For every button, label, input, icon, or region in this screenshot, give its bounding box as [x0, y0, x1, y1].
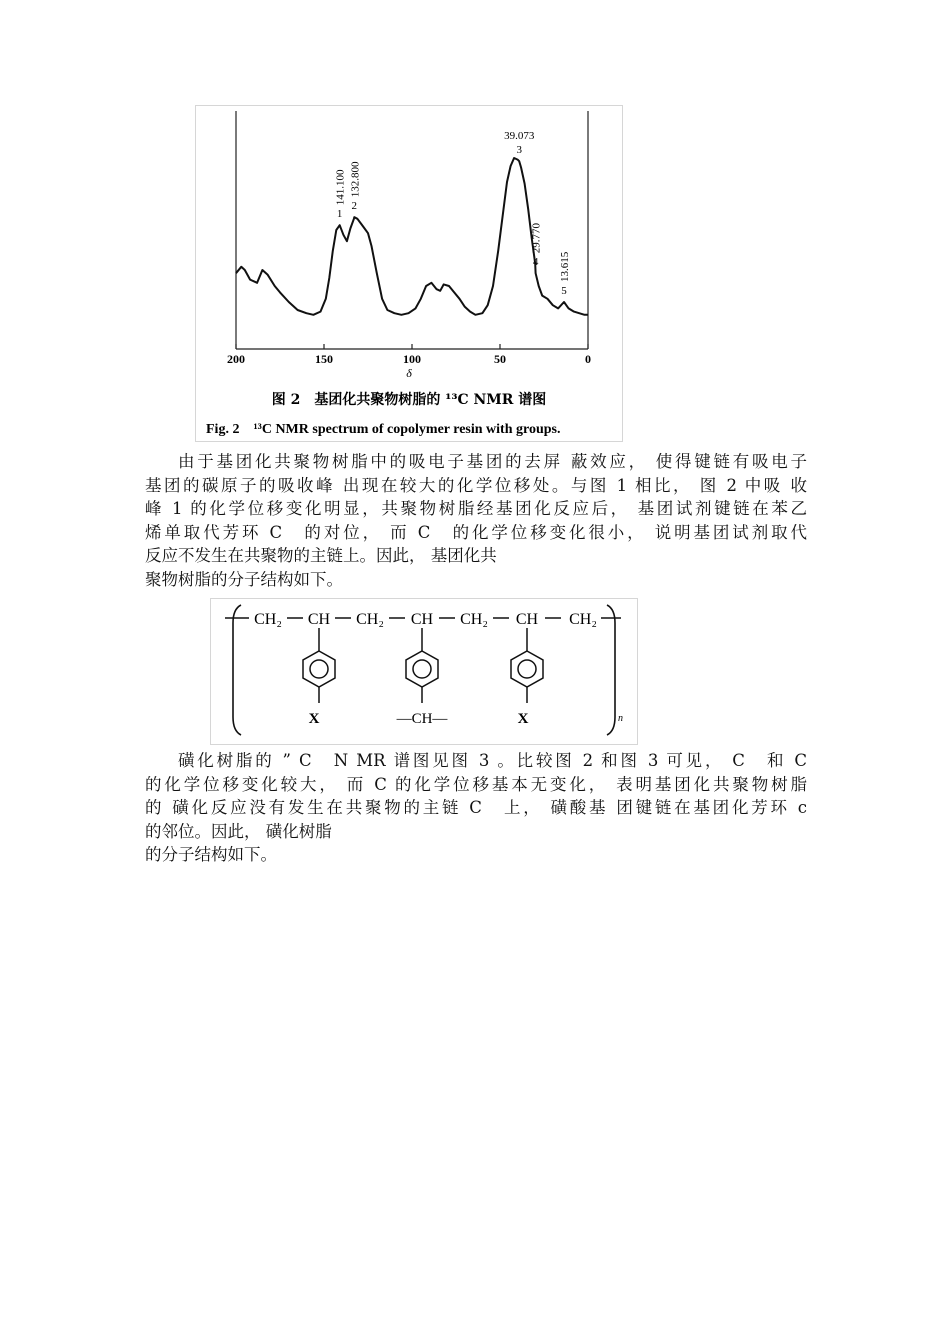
- peak-number: 4: [532, 256, 539, 269]
- x-axis-label: δ: [406, 366, 412, 380]
- paragraph-line: 由于基团化共聚物树脂中的吸电子基团的去屏 蔽效应， 使得键链有吸电子: [178, 452, 807, 471]
- right-bracket: [607, 605, 615, 735]
- chain-group: CH₂: [460, 611, 488, 628]
- peak-number: 2: [351, 200, 358, 213]
- peak-number: 1: [336, 208, 343, 221]
- peak-shift-label: 13.615: [559, 251, 572, 282]
- paragraph-line: 基团的碳原子的吸收峰 出现在较大的化学位移处。与图 1 相比， 图 2 中吸 收: [145, 475, 807, 495]
- chain-group: CH: [410, 611, 434, 628]
- paragraph-line: 峰 1 的化学位移变化明显，共聚物树脂经基团化反应后， 基团试剂键链在苯乙: [145, 499, 807, 518]
- benzene-ring-3: [511, 628, 543, 703]
- substituent: X: [517, 711, 529, 727]
- substituent: X: [308, 711, 320, 727]
- chain-group: CH₂: [356, 611, 384, 628]
- x-tick-label: 0: [585, 352, 591, 366]
- figure-caption-cn: 图 2 基团化共聚物树脂的 ¹³C NMR 谱图: [271, 392, 547, 408]
- paragraph-line: 烯单取代芳环 C 的对位， 而 C 的化学位移变化很小， 说明基团试剂取代: [145, 522, 807, 542]
- x-tick-label: 50: [494, 352, 506, 366]
- peak-shift-label: 39.073: [504, 130, 535, 143]
- paragraph-1: [145, 450, 807, 591]
- substituent: —CH—: [396, 711, 448, 727]
- paragraph-line: 反应不发生在共聚物的主链上。因此， 基团化共: [145, 546, 497, 565]
- paragraph-line: 的分子结构如下。: [145, 845, 277, 864]
- peak-shift-label: 132.800: [349, 161, 362, 198]
- benzene-ring-1: [303, 628, 335, 703]
- chain-group: CH₂: [569, 611, 597, 628]
- paragraph-line: 磺化树脂的 ” C N MR 谱图见图 3 。比较图 2 和图 3 可见， C 和 C: [178, 751, 807, 770]
- figure-caption-en: Fig. 2 ¹³C NMR spectrum of copolymer resin with groups.: [206, 422, 561, 437]
- paragraph-line: 的化学位移变化较大， 而 C 的化学位移基本无变化， 表明基团化共聚物树脂: [145, 774, 807, 794]
- paragraph-line: 的邻位。因此， 磺化树脂: [145, 821, 332, 841]
- peak-shift-label: 29.770: [530, 222, 543, 254]
- nmr-spectrum-chart: [196, 106, 622, 441]
- x-tick-label: 200: [227, 352, 245, 366]
- repeat-subscript: n: [618, 713, 623, 724]
- benzene-ring-2: [406, 628, 438, 703]
- peak-shift-label: 141.100: [334, 169, 347, 206]
- x-tick-label: 100: [403, 352, 421, 366]
- molecular-structure: [210, 598, 638, 745]
- x-axis-tick-labels: [227, 352, 591, 366]
- left-bracket: [233, 605, 241, 735]
- x-tick-label: 150: [315, 352, 333, 366]
- chain-group: CH₂: [254, 611, 282, 628]
- chain-group: CH: [307, 611, 331, 628]
- peak-number: 3: [516, 144, 522, 157]
- paragraph-line: 聚物树脂的分子结构如下。: [145, 569, 343, 589]
- structure-diagram: [211, 599, 637, 744]
- paragraph-2: [145, 749, 807, 867]
- paragraph-line: 的 磺化反应没有发生在共聚物的主链 C 上， 磺酸基 团键链在基团化芳环 c: [145, 798, 807, 817]
- x-axis-ticks: [236, 344, 588, 349]
- peak-number: 5: [561, 285, 567, 297]
- figure-2: [195, 105, 623, 442]
- chain-group: CH: [515, 611, 539, 628]
